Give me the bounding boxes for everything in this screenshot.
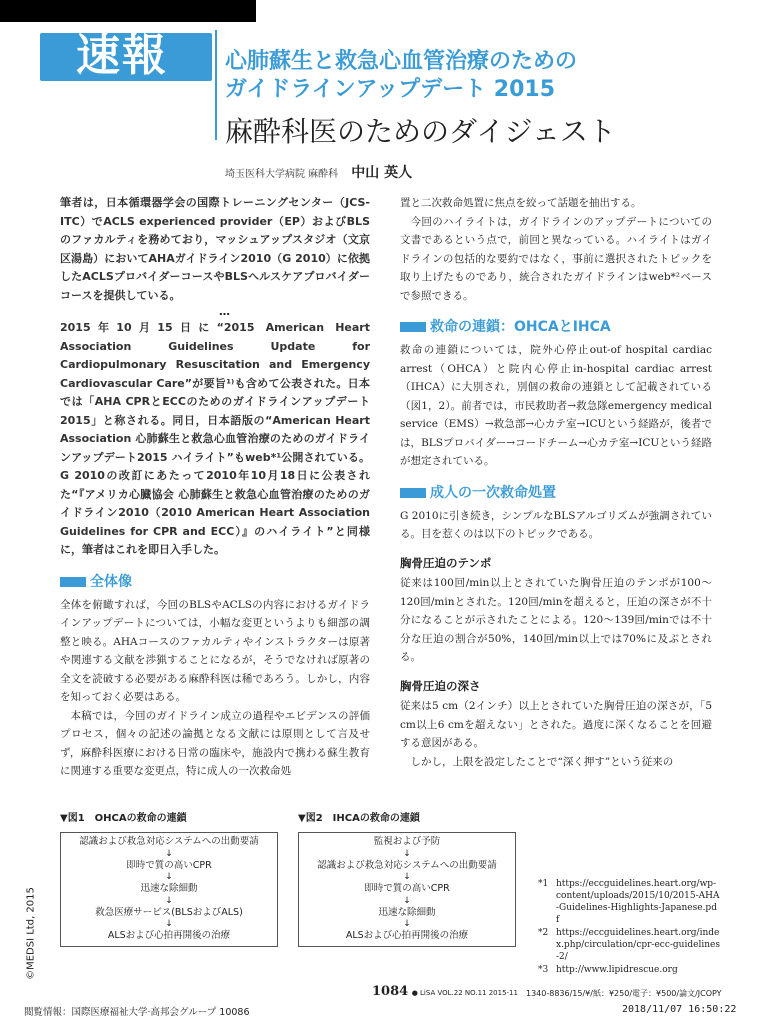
download-datetime: 2018/11/07 16:50:22: [622, 1004, 737, 1015]
arrow-down-icon: ↓: [403, 895, 411, 906]
footnote: [538, 964, 720, 976]
body-paragraph: 従来は5 cm（2インチ）以上とされていた胸骨圧迫の深さが，「5 cm以上6 cmを超えない」とされた。過度に深くなることを回避する意図がある。: [400, 700, 712, 749]
left-column: [60, 194, 370, 781]
header-divider: [215, 30, 217, 140]
flow-step: ALSおよび心拍再開後の治療: [107, 930, 231, 941]
arrow-down-icon: ↓: [165, 895, 173, 906]
section-bar-icon: [60, 577, 86, 587]
flow-step: ALSおよび心拍再開後の治療: [345, 930, 469, 941]
footnote-number: *1: [538, 879, 549, 889]
body-paragraph: 今回のハイライトは，ガイドラインのアップデートについての文書であるという点で，前回と異なっている。ハイライトはガイドラインの包括的な要約ではなく，事前に選択されたトピックを取り上げたものであり，統合されたガイドラインはweb*²ベースで参照できる。: [400, 215, 712, 302]
flow-step: 監視および予防: [373, 836, 441, 847]
article-title-line1: 心肺蘇生と救急心血管治療のための: [225, 49, 578, 74]
right-column: [400, 194, 712, 771]
flow-step: 迅速な除細動: [140, 883, 198, 894]
section-bar-icon: [400, 322, 426, 332]
footnote: [538, 927, 720, 963]
footnote-url[interactable]: https://eccguidelines.heart.org/index.php/circulation/cpr-ecc-guidelines-2/: [556, 928, 720, 962]
section-title: 全体像: [90, 573, 132, 590]
section-bar-icon: [400, 488, 426, 498]
sokuho-badge: 速報: [76, 30, 168, 81]
body-paragraph: 全体を俯瞰すれば，今回のBLSやACLSの内容におけるガイドラインアップデートについては，小幅な変更というよりも細部の調整と映る。AHAコースのファカルティやインストラクターは原著や関連する文献を渉猟することになるが，そうでなければ原著の全文を読破する必要がある麻酔科医は稀であろう。しかし，内容を知っておく必要はある。: [60, 598, 370, 703]
download-info: 閲覧情報：国際医療福祉大学·高邦会グループ 10086: [24, 1007, 250, 1018]
figure-caption: ▼図1 OHCAの救命の連鎖: [60, 813, 187, 824]
footnotes: [538, 878, 720, 977]
arrow-down-icon: ↓: [165, 848, 173, 859]
intro-paragraph: 筆者は，日本循環器学会の国際トレーニングセンター（JCS-ITC）でACLS experienced provider（EP）およびBLSのファカルティを務めており，マッシュアップスタジオ（文京区湯島）においてAHAガイドライン2010（G 2010）に依拠したACLSプロバイダーコースやBLSヘルスケアプロバイダーコースを提供している。: [60, 196, 370, 302]
author-line: [225, 162, 412, 182]
footnote-url[interactable]: http://www.lipidrescue.org: [556, 965, 678, 975]
article-title-line2: ガイドラインアップデート 2015: [225, 77, 556, 102]
body-paragraph: 従来は100回/min以上とされていた胸骨圧迫のテンポが100〜120回/minとされた。120回/minを超えると，圧迫の深さが不十分になることが示されたことによる。120〜139回/minでは不十分な圧迫の割合が50%，140回/min以上では70%に及ぶとされる。: [400, 577, 712, 663]
body-paragraph: G 2010に引き続き，シンプルなBLSアルゴリズムが強調されている。目を惹くのは以下のトピックである。: [400, 509, 712, 540]
flowchart-box: [60, 832, 278, 947]
separator-dots: …: [219, 305, 230, 318]
section-heading-overview: [60, 572, 370, 592]
flow-step: 救急医療サービス(BLSおよびALS): [95, 906, 243, 918]
figure-ohca-chain: [60, 812, 278, 947]
article-subtitle: 麻酔科医のためのダイジェスト: [225, 115, 616, 148]
section-title: 救命の連鎖：OHCAとIHCA: [430, 319, 611, 335]
flow-step: 即時で質の高いCPR: [364, 883, 450, 894]
page-footer: [372, 984, 518, 999]
subheading: 胸骨圧迫のテンポ: [400, 555, 492, 570]
page-number: 1084: [372, 984, 409, 999]
footnote: [538, 878, 720, 926]
copyright-vertical: [22, 880, 36, 990]
figure-caption: ▼図2 IHCAの救命の連鎖: [298, 813, 420, 824]
section-heading-bls: [400, 483, 712, 503]
footnote-url[interactable]: https://eccguidelines.heart.org/wp-content/uploads/2015/10/2015-AHA-Guidelines-Highlights-Japanese.pdf: [556, 879, 720, 925]
issn-info: 1340-8836/15/¥/紙：¥250/電子：¥500/論文/JCOPY: [526, 989, 722, 998]
body-paragraph: 置と二次救命処置に焦点を絞って話題を抽出する。: [400, 197, 642, 209]
lead-paragraph: 2015年10月15日に“2015 American Heart Association Guidelines Update for Cardiopulmonary Resuscitation and Emergency Cardiovascular Care”が要旨¹⁾も含めて公表された。日本では「AHA CPRとECCのためのガイドラインアップデート2015」と称される。同日，日本語版の“American Heart Association 心肺蘇生と救急心血管治療のためのガイドラインアップデート2015 ハイライト”もweb*¹公開されている。G 2010の改訂にあたって2010年10月18日に公表された“『アメリカ心臓協会 心肺蘇生と救急心血管治療のためのガイドライン2010（2010 American Heart Association Guidelines for CPR and ECC）』のハイライト”と同様に，筆者はこれを即日入手した。: [60, 321, 370, 556]
author-name: 中山 英人: [351, 165, 413, 181]
arrow-down-icon: ↓: [403, 848, 411, 859]
author-affiliation: 埼玉医科大学病院 麻酔科: [225, 169, 339, 180]
journal-info: ● LiSA VOL.22 NO.11 2015-11: [411, 989, 518, 997]
figure-ihca-chain: [298, 812, 516, 947]
subheading: 胸骨圧迫の深さ: [400, 678, 481, 693]
flow-step: 認識および救急対応システムへの出動要請: [317, 859, 497, 871]
footnote-number: *3: [538, 965, 549, 975]
section-title: 成人の一次救命処置: [430, 484, 556, 501]
body-paragraph: 救命の連鎖については，院外心停止out-of hospital cardiac arrest（OHCA）と院内心停止in-hospital cardiac arrest（IHCA）に大別され，別個の救命の連鎖として記載されている（図1，2）。前者では，市民救助者→救急隊emergency medical service（EMS）→救急部→心カテ室→ICUという経路が，後者では，BLSプロバイダー→コードチーム→心カテ室→ICUという経路が想定されている。: [400, 344, 712, 467]
top-black-bar: [0, 0, 256, 22]
arrow-down-icon: ↓: [165, 919, 173, 929]
flow-step: 迅速な除細動: [378, 906, 436, 918]
body-paragraph: しかし，上限を設定したことで“深く押す”という従来の: [410, 755, 674, 768]
arrow-down-icon: ↓: [403, 919, 411, 929]
arrow-down-icon: ↓: [403, 872, 411, 882]
arrow-down-icon: ↓: [165, 872, 173, 882]
footnote-number: *2: [538, 928, 549, 938]
flowchart-box: [298, 832, 516, 947]
body-paragraph: 本稿では，今回のガイドライン成立の過程やエビデンスの評価プロセス，個々の記述の論拠となる文献には原則として言及せず，麻酔科医療における日常の臨床や，施設内で携わる蘇生教育に関連する重要な変更点，特に成人の一次救命処: [60, 709, 370, 777]
flow-step: 認識および救急対応システムへの出動要請: [79, 836, 259, 847]
section-heading-chain: [400, 317, 712, 337]
copyright-text: ©MEDSI Ltd, 2015: [25, 887, 37, 980]
flow-step: 即時で質の高いCPR: [126, 859, 212, 871]
